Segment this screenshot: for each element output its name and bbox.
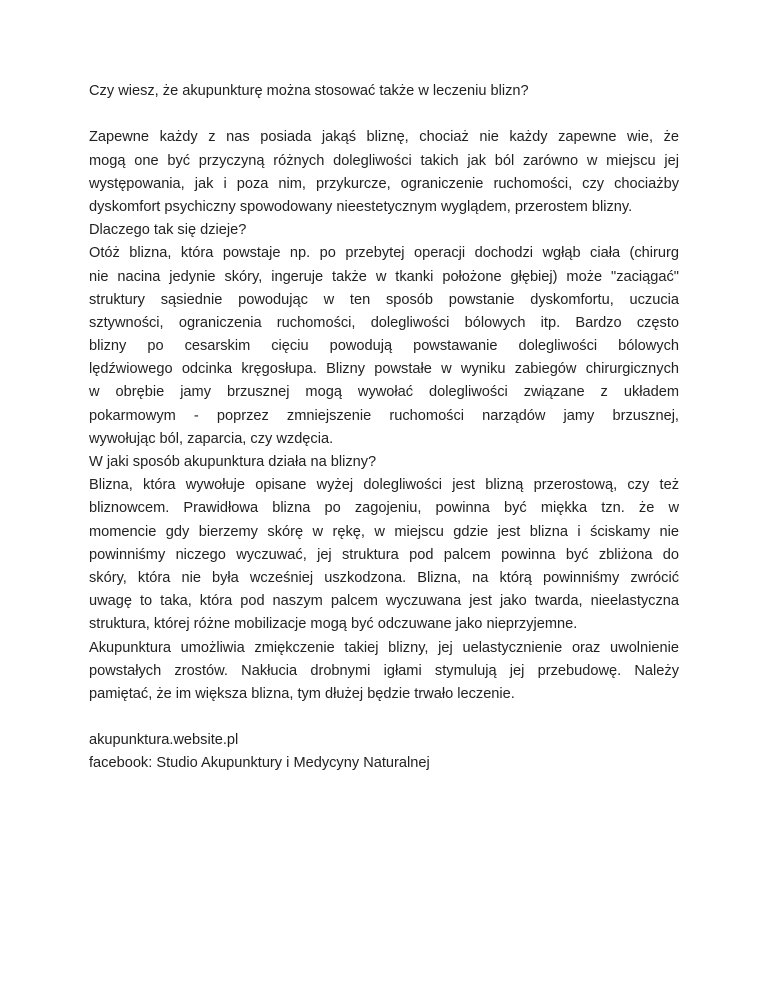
- body-line: mogą one być przyczyną różnych dolegliwości takich jak ból zarówno w miejscu jej: [89, 152, 679, 169]
- body-line: nie nacina jedynie skóry, ingeruje także w tkanki położone głębiej) może "zaciągać": [89, 268, 679, 285]
- body-line: struktury sąsiednie powodując w ten sposób powstanie dyskomfortu, uczucia: [89, 291, 679, 308]
- body-line: blizny po cesarskim cięciu powodują powstawanie dolegliwości bólowych: [89, 338, 679, 355]
- body-line: bliznowcem. Prawidłowa blizna po zagojeniu, powinna być miękka tzn. że w: [89, 500, 679, 517]
- body-line: pokarmowym - poprzez zmniejszenie ruchomości narządów jamy brzusznej,: [89, 407, 679, 424]
- body-line: w obrębie jamy brzusznej mogą wywołać dolegliwości związane z układem: [89, 384, 679, 401]
- facebook-text: facebook: Studio Akupunktury i Medycyny Naturalnej: [89, 755, 430, 772]
- body-line: Otóż blizna, która powstaje np. po przebytej operacji dochodzi wgłąb ciała (chirurg: [89, 245, 679, 262]
- document-page: [89, 80, 679, 776]
- spacer: [89, 103, 679, 126]
- question-heading: Dlaczego tak się dzieje?: [89, 222, 247, 239]
- spacer: [89, 706, 679, 729]
- body-line: Zapewne każdy z nas posiada jakąś bliznę, chociaż nie każdy zapewne wie, że: [89, 129, 679, 146]
- website-link[interactable]: akupunktura.website.pl: [89, 732, 239, 749]
- body-line: lędźwiowego odcinka kręgosłupa. Blizny powstałe w wyniku zabiegów chirurgicznych: [89, 361, 679, 378]
- body-line: uwagę to taka, która pod naszym palcem wyczuwana jest jako twarda, nieelastyczna: [89, 593, 679, 610]
- body-line: struktura, której różne mobilizacje mogą być odczuwane jako nieprzyjemne.: [89, 616, 578, 633]
- body-line: momencie gdy bierzemy skórę w rękę, w miejscu gdzie jest blizna i ściskamy nie: [89, 523, 679, 540]
- document-title: Czy wiesz, że akupunkturę można stosować także w leczeniu blizn?: [89, 83, 529, 99]
- body-line: wywołując ból, zaparcia, czy wzdęcia.: [89, 430, 334, 447]
- body-line: sztywności, ograniczenia ruchomości, dolegliwości bólowych itp. Bardzo często: [89, 314, 679, 331]
- body-line: powinniśmy niczego wyczuwać, jej struktura pod palcem powinna być zbliżona do: [89, 546, 679, 563]
- body-line: dyskomfort psychiczny spowodowany nieestetycznym wyglądem, przerostem blizny.: [89, 198, 633, 215]
- body-line: pamiętać, że im większa blizna, tym dłużej będzie trwało leczenie.: [89, 685, 515, 702]
- body-line: powstałych zrostów. Nakłucia drobnymi igłami stymulują jej przebudowę. Należy: [89, 662, 679, 679]
- body-line: Akupunktura umożliwia zmiękczenie takiej blizny, jej uelastycznienie oraz uwolnienie: [89, 639, 679, 656]
- body-line: skóry, która nie była wcześniej uszkodzona. Blizna, na którą powinniśmy zwrócić: [89, 569, 679, 586]
- body-line: Blizna, która wywołuje opisane wyżej dolegliwości jest blizną przerostową, czy też: [89, 477, 679, 494]
- question-heading: W jaki sposób akupunktura działa na blizny?: [89, 454, 377, 470]
- body-line: występowania, jak i poza nim, przykurcze, ograniczenie ruchomości, czy chociażby: [89, 175, 679, 192]
